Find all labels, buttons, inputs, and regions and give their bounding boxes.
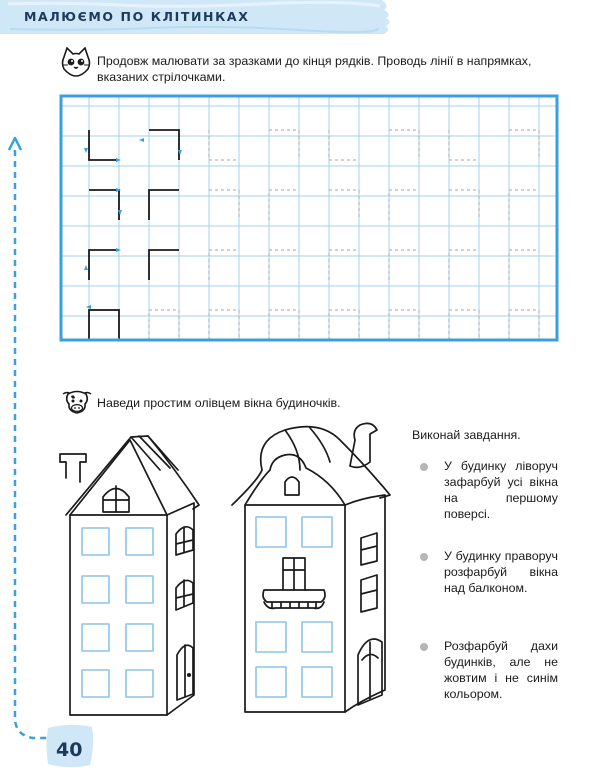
bullet-icon <box>420 463 428 471</box>
left-house-arched-window <box>103 486 129 512</box>
bullet-icon <box>420 553 428 561</box>
task-item-text: Розфарбуй дахи будинків, але не жовтим і не синім кольором. <box>444 639 558 701</box>
bullet-icon <box>420 643 428 651</box>
left-house-side-window-2 <box>176 580 193 610</box>
task-list-title: Виконай завдання. <box>412 428 521 442</box>
exercise-2-instruction: Наведи простим олівцем вікна будиночків. <box>97 396 341 410</box>
task-item-text: У будинку ліворуч зафарбуй усі вікна на першому поверсі. <box>444 459 558 521</box>
left-house-chimney <box>60 454 86 482</box>
task-item <box>412 458 562 522</box>
left-house-windows <box>82 528 153 697</box>
right-house-side-window-2 <box>361 575 377 612</box>
right-house-chimney <box>350 423 377 467</box>
left-house-door <box>177 645 193 700</box>
left-house-roof <box>66 436 199 515</box>
task-list <box>412 428 562 701</box>
right-house-balcony <box>263 590 325 608</box>
exercise-1-instruction: Продовж малювати за зразками до кінця рядків. Проводь лінії в напрямках, вказаних стрілочками. <box>97 54 532 84</box>
task-item <box>412 638 562 702</box>
task-item-text: У будинку праворуч розфарбуй вікна над балконом. <box>444 549 558 595</box>
right-house-balcony-window <box>283 558 305 590</box>
right-house-dormer <box>285 477 299 495</box>
right-house-side-wall <box>345 495 385 712</box>
task-item <box>412 548 562 596</box>
right-house-door <box>358 639 382 705</box>
page-number: 40 <box>56 739 83 761</box>
left-house <box>60 436 199 715</box>
right-house-side-window-1 <box>361 533 377 565</box>
right-house-roof <box>232 427 390 505</box>
right-house <box>232 423 390 712</box>
section-title: МАЛЮЄМО ПО КЛІТИНКАХ <box>24 9 250 24</box>
left-house-side-window-1 <box>176 527 193 555</box>
